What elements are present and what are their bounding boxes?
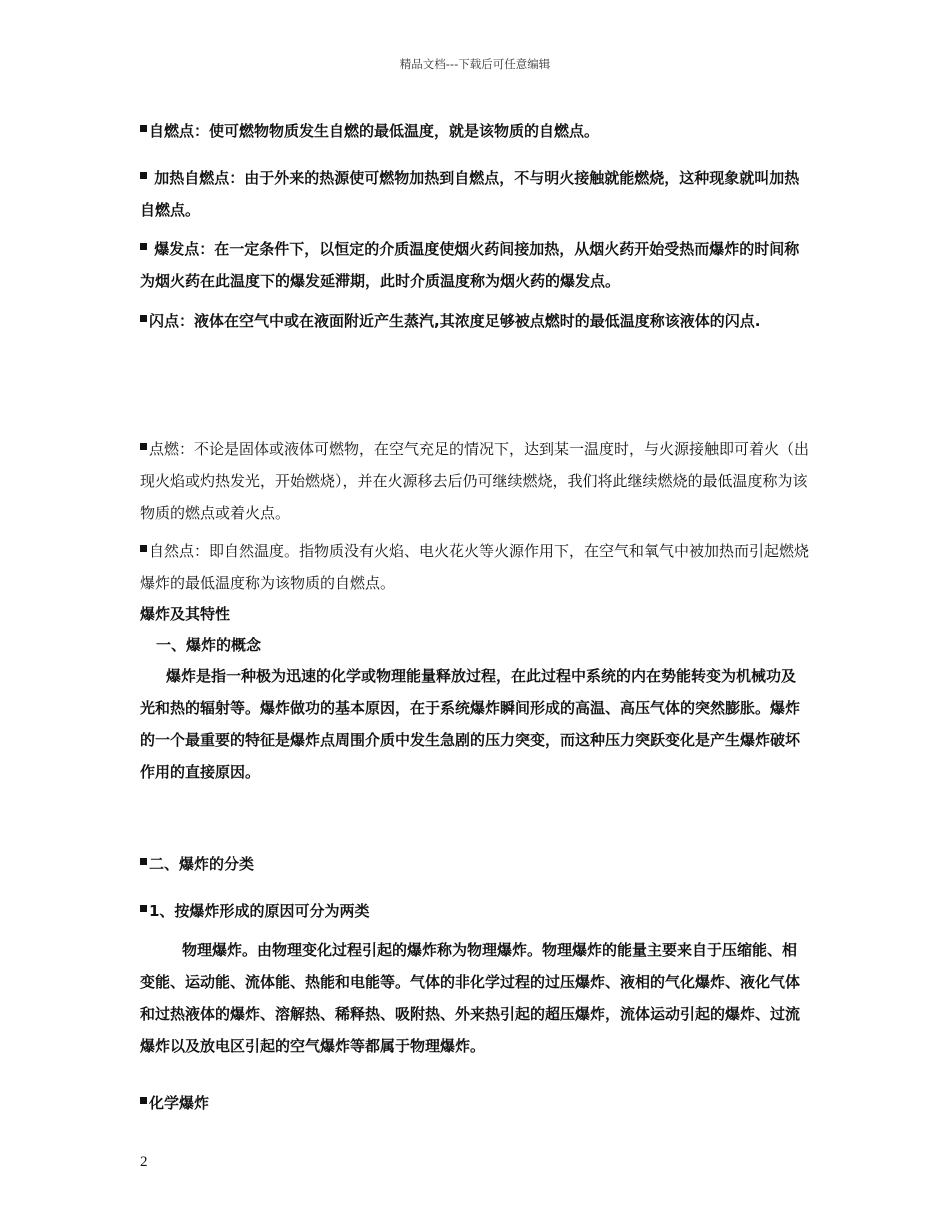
heading-classification-by-cause bbox=[140, 895, 810, 927]
para-text: 点燃：不论是固体或液体可燃物，在空气充足的情况下，达到某一温度时，与火源接触即可着火（出现火焰或灼热发光，开始燃烧），并在火源移去后仍可继续燃烧，我们将此继续燃烧的最低温度称为该物质的燃点或着火点。 bbox=[140, 440, 810, 522]
para-autoignition-point bbox=[140, 115, 810, 147]
heading-explosion-concept: 一、爆炸的概念 bbox=[156, 636, 262, 654]
para-flash-point bbox=[140, 305, 810, 337]
para-text: 自燃点：使可燃物物质发生自燃的最低温度，就是该物质的自燃点。 bbox=[149, 122, 600, 140]
para-text: 爆发点：在一定条件下，以恒定的介质温度使烟火药间接加热，从烟火药开始受热而爆炸的时间称为烟火药在此温度下的爆发延滞期，此时介质温度称为烟火药的爆发点。 bbox=[140, 240, 800, 290]
heading-text: 二、爆炸的分类 bbox=[149, 855, 255, 873]
page-number: 2 bbox=[140, 1154, 148, 1170]
para-explosion-point bbox=[140, 233, 810, 297]
bullet-square-icon bbox=[140, 172, 147, 179]
para-text: 加热自燃点：由于外来的热源使可燃物加热到自燃点，不与明火接触就能燃烧，这种现象就叫加热自燃点。 bbox=[140, 169, 800, 219]
page-header: 精品文档---下载后可任意编辑 bbox=[399, 57, 551, 71]
heading-explosion-properties: 爆炸及其特性 bbox=[140, 605, 231, 623]
para-text: 闪点：液体在空气中或在液面附近产生蒸汽,其浓度足够被点燃时的最低温度称该液体的闪点. bbox=[149, 312, 761, 330]
bullet-square-icon bbox=[140, 315, 147, 322]
para-physical-explosion: 物理爆炸。由物理变化过程引起的爆炸称为物理爆炸。物理爆炸的能量主要来自于压缩能、相变能、运动能、流体能、热能和电能等。气体的非化学过程的过压爆炸、液相的气化爆炸、液化气体和过热液体的爆炸、溶解热、稀释热、吸附热、外来热引起的超压爆炸，流体运动引起的爆炸、过流爆炸以及放电区引起的空气爆炸等都属于物理爆炸。 bbox=[140, 941, 801, 1055]
bullet-square-icon bbox=[140, 243, 147, 250]
para-natural-point bbox=[140, 535, 810, 599]
para-ignition-point bbox=[140, 433, 810, 529]
bullet-square-icon bbox=[140, 1097, 147, 1104]
para-text: 自然点：即自然温度。指物质没有火焰、电火花火等火源作用下，在空气和氧气中被加热而引起燃烧爆炸的最低温度称为该物质的自燃点。 bbox=[140, 542, 810, 592]
heading-explosion-classification bbox=[140, 848, 810, 880]
heading-text: 化学爆炸 bbox=[149, 1094, 210, 1112]
bullet-square-icon bbox=[140, 443, 147, 450]
para-heated-autoignition bbox=[140, 162, 810, 226]
heading-text: 1、按爆炸形成的原因可分为两类 bbox=[149, 902, 370, 920]
bullet-square-icon bbox=[140, 125, 147, 132]
heading-chemical-explosion bbox=[140, 1087, 810, 1119]
bullet-square-icon bbox=[140, 545, 147, 552]
bullet-square-icon bbox=[140, 905, 147, 912]
bullet-square-icon bbox=[140, 858, 147, 865]
para-explosion-definition: 爆炸是指一种极为迅速的化学或物理能量释放过程，在此过程中系统的内在势能转变为机械功及光和热的辐射等。爆炸做功的基本原因，在于系统爆炸瞬间形成的高温、高压气体的突然膨胀。爆炸的一个最重要的特征是爆炸点周围介质中发生急剧的压力突变，而这种压力突跃变化是产生爆炸破坏作用的直接原因。 bbox=[140, 667, 801, 781]
